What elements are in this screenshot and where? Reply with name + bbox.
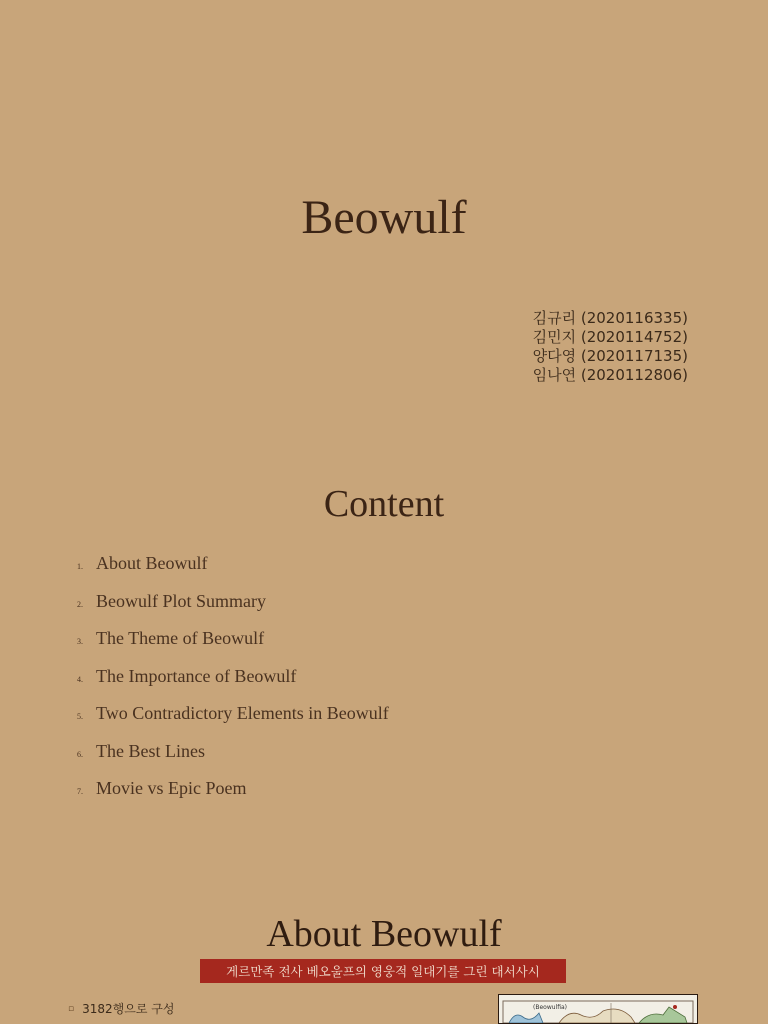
author-line: 김민지 (2020114752): [532, 328, 688, 346]
document-title: Beowulf: [301, 191, 467, 244]
author-line: 양다영 (2020117135): [532, 347, 688, 365]
toc-label: Movie vs Epic Poem: [96, 778, 247, 799]
about-heading: About Beowulf: [266, 913, 502, 955]
toc-number: 4.: [77, 674, 83, 684]
bullet-marker-icon: ▫: [68, 1003, 75, 1014]
toc-item[interactable]: [77, 733, 389, 771]
bullet-point: [68, 1000, 174, 1017]
table-of-contents: [77, 545, 389, 808]
toc-item[interactable]: [77, 658, 389, 696]
toc-label: About Beowulf: [96, 553, 208, 574]
toc-item[interactable]: [77, 620, 389, 658]
toc-number: 6.: [77, 749, 83, 759]
toc-number: 5.: [77, 712, 83, 722]
map-illustration-icon: [499, 995, 697, 1023]
toc-number: 7.: [77, 787, 83, 797]
toc-label: The Theme of Beowulf: [96, 628, 265, 649]
author-list: [533, 309, 688, 385]
toc-label: Beowulf Plot Summary: [96, 590, 266, 611]
author-line: 김규리 (2020116335): [532, 309, 688, 327]
svg-text:(Beowulfia): (Beowulfia): [533, 1004, 567, 1011]
toc-label: The Importance of Beowulf: [96, 665, 297, 686]
contents-heading: Content: [323, 483, 445, 525]
toc-item[interactable]: [77, 770, 389, 808]
author-line: 임나연 (2020112806): [532, 366, 688, 384]
toc-number: 3.: [77, 637, 83, 647]
bullet-text: 3182행으로 구성: [82, 1002, 175, 1016]
toc-item[interactable]: [77, 583, 389, 621]
toc-number: 1.: [77, 562, 83, 572]
toc-label: Two Contradictory Elements in Beowulf: [96, 703, 389, 724]
toc-item[interactable]: [77, 695, 389, 733]
toc-item[interactable]: [77, 545, 389, 583]
toc-label: The Best Lines: [96, 740, 205, 761]
map-image: [498, 994, 698, 1024]
subtitle-banner: 게르만족 전사 베오울프의 영웅적 일대기를 그린 대서사시: [200, 959, 566, 983]
toc-number: 2.: [77, 599, 83, 609]
